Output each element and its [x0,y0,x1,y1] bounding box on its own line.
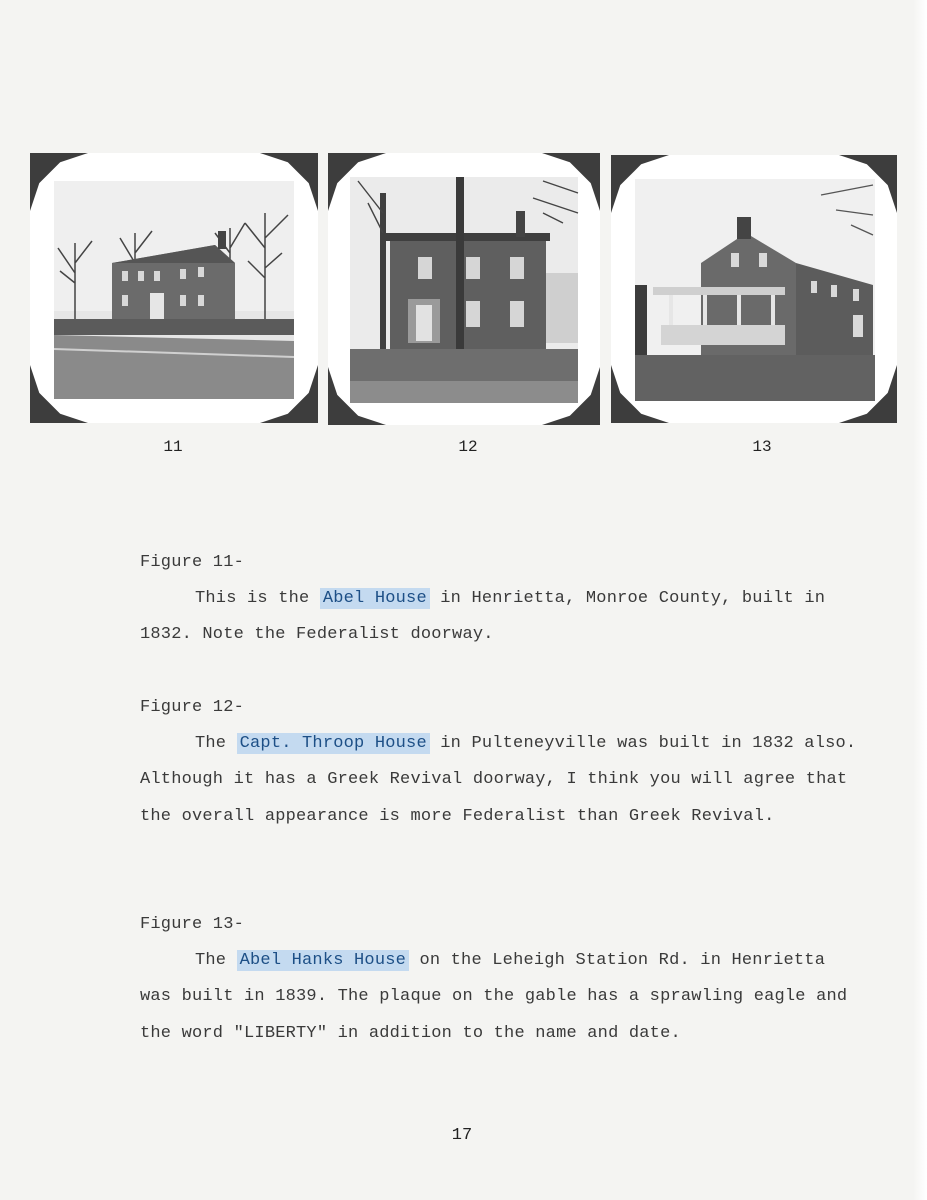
page-edge [913,0,927,1200]
photo-figure-11 [30,153,318,423]
page-number: 17 [451,1126,473,1145]
description-text: in Pulteneyville was built in 1832 also. Although it has a Greek Revival doorway, I think you will agree that the overall appearance is more Federalist than Greek Revival. [140,734,857,826]
photo-number: 13 [752,438,772,456]
description-text: on the Leheigh Station Rd. in Henrietta was built in 1839. The plaque on the gable has a sprawling eagle and the word "LIBERTY" in addition to the name and date. [140,951,848,1043]
figure-heading: Figure 11- [140,553,245,572]
figure-heading: Figure 12- [140,698,245,717]
figure-description [140,581,860,654]
description-text: The [195,734,237,753]
figure-description [140,726,860,835]
highlighted-house-name[interactable]: Capt. Throop House [237,733,430,754]
figure-heading: Figure 13- [140,915,245,934]
highlighted-house-name[interactable]: Abel Hanks House [237,950,409,971]
photo-number: 11 [163,438,183,456]
figure-description [140,943,860,1052]
figure-12-caption [140,690,860,835]
highlighted-house-name[interactable]: Abel House [320,588,430,609]
description-text: in Henrietta, Monroe County, built in 1832. Note the Federalist doorway. [140,589,826,645]
description-text: This is the [195,589,320,608]
description-text: The [195,951,237,970]
figure-13-caption [140,907,860,1052]
photo-number: 12 [458,438,478,456]
figure-11-caption [140,545,860,654]
photo-figure-12 [328,153,600,425]
photo-figure-13 [611,155,897,423]
